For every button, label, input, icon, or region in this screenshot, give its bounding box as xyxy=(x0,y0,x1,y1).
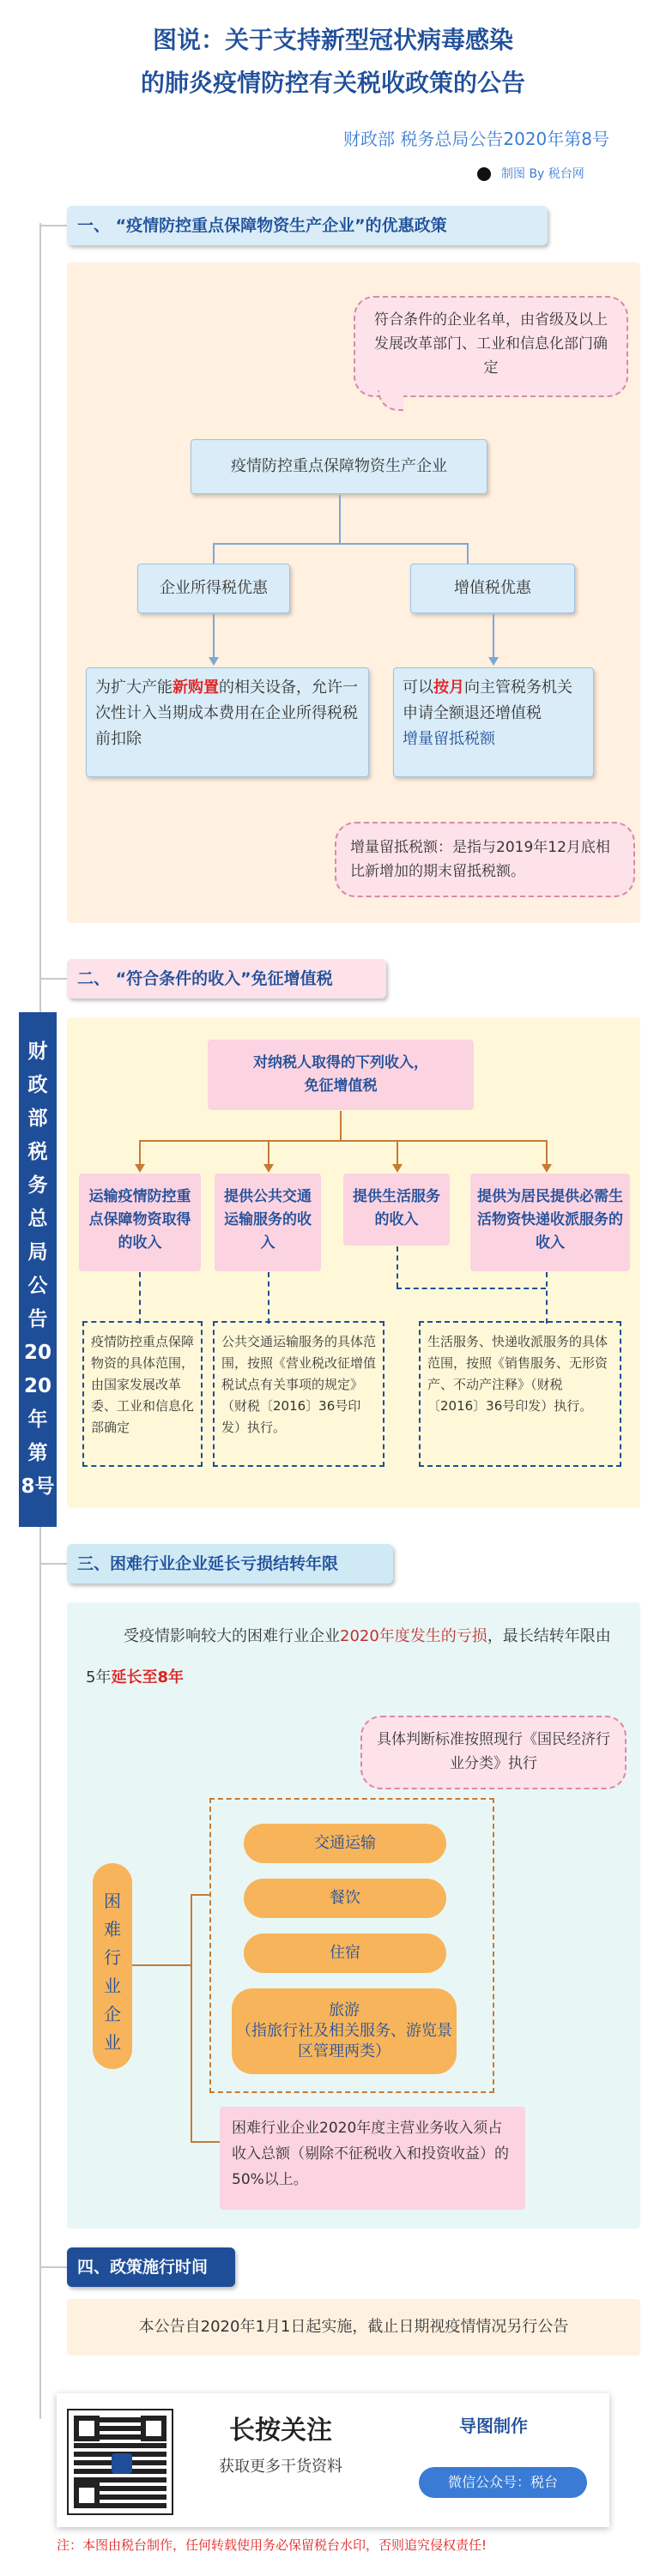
band-char: 20 xyxy=(23,1342,51,1364)
intro-highlight: 2020年度发生的亏损 xyxy=(340,1627,487,1645)
exempt-item-transport: 运输疫情防控重点保障物资取得的收入 xyxy=(79,1173,201,1271)
follow-prompt xyxy=(191,2412,371,2484)
vat-term: 增量留抵税额 xyxy=(403,730,495,748)
connector-line xyxy=(191,2141,221,2143)
section3-connector xyxy=(39,1563,67,1565)
connector-line xyxy=(340,1111,342,1140)
cit-highlight: 新购置 xyxy=(173,679,219,697)
dashed-connector xyxy=(546,1272,548,1324)
connector-line xyxy=(397,1140,398,1164)
section3-intro xyxy=(86,1616,618,1698)
page-title xyxy=(0,19,666,105)
band-char: 部 xyxy=(27,1107,48,1130)
intro-text: ，最长结转年限由5年 xyxy=(86,1627,611,1686)
connector-line xyxy=(213,543,467,545)
cit-text: 的相关设备，允许一次性计入当期成本费用在企业所得税税前扣除 xyxy=(95,679,358,748)
connector-line xyxy=(191,1894,209,1896)
dot-icon xyxy=(477,167,491,181)
section1-heading: 一、 “疫情防控重点保障物资生产企业”的优惠政策 xyxy=(67,206,548,245)
industry-tourism xyxy=(232,1988,457,2074)
intro-highlight: 延长至8年 xyxy=(111,1668,184,1686)
exempt-item-delivery: 提供为居民提供必需生活物资快递收派服务的收入 xyxy=(470,1173,630,1271)
band-char: 税 xyxy=(27,1141,48,1163)
qr-finder xyxy=(141,2416,166,2441)
section2-heading: 二、 “符合条件的收入”免征增值税 xyxy=(67,959,386,998)
cit-text: 为扩大产能 xyxy=(95,679,173,697)
tourism-desc: （指旅行社及相关服务、游览景区管理两类） xyxy=(236,2022,452,2060)
follow-big: 长按关注 xyxy=(229,2416,332,2446)
arrow-icon xyxy=(392,1164,403,1173)
industry-lodging: 住宿 xyxy=(244,1934,446,1973)
band-char: 总 xyxy=(27,1208,48,1230)
qr-finder xyxy=(74,2482,100,2508)
connector-line xyxy=(132,1964,192,1966)
detail-materials: 疫情防控重点保障物资的具体范围，由国家发展改革委、工业和信息化部确定 xyxy=(82,1321,203,1467)
connector-line xyxy=(139,1140,546,1142)
band-char: 20 xyxy=(23,1375,51,1397)
qr-finder xyxy=(74,2416,100,2441)
detail-public-transit: 公共交通运输服务的具体范围，按照《营业税改征增值税试点有关事项的规定》（财税〔2016〕36号印发）执行。 xyxy=(213,1321,384,1467)
connector-line xyxy=(467,543,469,564)
vertical-band xyxy=(19,1012,57,1527)
vat-text: 向主管税务机关申请全额退还增值税 xyxy=(403,679,572,722)
vat-highlight: 按月 xyxy=(433,679,464,697)
band-char: 第 xyxy=(27,1442,48,1464)
connector-line xyxy=(546,1140,548,1164)
vat-detail xyxy=(393,667,594,777)
maker-credit xyxy=(477,165,584,182)
root-line-2: 免征增值税 xyxy=(304,1077,378,1095)
tourism-title: 旅游 xyxy=(329,2001,360,2019)
exempt-item-public-transit: 提供公共交通运输服务的收入 xyxy=(215,1173,321,1271)
copyright-notice: 注：本图由税台制作，任何转载使用务必保留税台水印，否则追究侵权责任! xyxy=(57,2537,487,2553)
connector-line xyxy=(213,614,215,657)
connector-line xyxy=(339,495,341,545)
dashed-connector xyxy=(139,1272,141,1324)
cit-detail xyxy=(86,667,369,777)
section4-connector xyxy=(39,2266,67,2268)
condition-box: 困难行业企业2020年度主营业务收入须占收入总额（剔除不征税收入和投资收益）的50%以上。 xyxy=(220,2107,525,2210)
section1-footnote: 增量留抵税额：是指与2019年12月底相比新增加的期末留抵税额。 xyxy=(335,822,635,897)
section1-connector xyxy=(39,225,67,226)
band-char: 公 xyxy=(27,1275,48,1297)
detail-life-delivery: 生活服务、快递收派服务的具体范围，按照《销售服务、无形资产、不动产注释》（财税〔2016〕36号印发）执行。 xyxy=(419,1321,621,1467)
band-char: 告 xyxy=(27,1308,48,1330)
section1-root: 疫情防控重点保障物资生产企业 xyxy=(191,439,487,494)
connector-line xyxy=(139,1140,141,1164)
arrow-icon xyxy=(488,657,499,666)
vat-title: 增值税优惠 xyxy=(410,564,575,613)
arrow-icon xyxy=(263,1164,274,1173)
band-char: 局 xyxy=(27,1241,48,1264)
page-subtitle: 财政部 税务总局公告2020年第8号 xyxy=(343,129,609,149)
difficult-industry-label: 困难行业企业 xyxy=(93,1863,132,2069)
connector-line xyxy=(213,543,215,564)
band-char: 财 xyxy=(27,1041,48,1063)
arrow-icon xyxy=(209,657,219,666)
industry-transport: 交通运输 xyxy=(244,1824,446,1863)
band-char: 务 xyxy=(27,1174,48,1197)
section1-note: 符合条件的企业名单，由省级及以上发展改革部门、工业和信息化部门确定 xyxy=(354,296,628,397)
vat-text: 可以 xyxy=(403,679,433,697)
intro-text: 受疫情影响较大的困难行业企业 xyxy=(124,1627,340,1645)
dashed-connector xyxy=(397,1288,546,1289)
section2-connector xyxy=(39,978,67,980)
cit-title: 企业所得税优惠 xyxy=(137,564,290,613)
band-char: 8号 xyxy=(21,1475,55,1498)
maker-text: 制图 By 税台网 xyxy=(501,167,584,181)
industry-catering: 餐饮 xyxy=(244,1879,446,1918)
connector-line xyxy=(493,614,494,657)
section3-heading: 三、困难行业企业延长亏损结转年限 xyxy=(67,1544,393,1584)
root-line-1: 对纳税人取得的下列收入， xyxy=(253,1054,428,1071)
follow-small: 获取更多干货资料 xyxy=(219,2458,342,2476)
section3-note: 具体判断标准按照现行《国民经济行业分类》执行 xyxy=(360,1716,627,1789)
mindmap-credit: 导图制作 xyxy=(459,2416,528,2436)
arrow-icon xyxy=(135,1164,145,1173)
dashed-connector xyxy=(397,1246,398,1288)
section4-panel: 本公告自2020年1月1日起实施，截止日期视疫情情况另行公告 xyxy=(67,2299,640,2356)
dashed-connector xyxy=(268,1272,269,1324)
arrow-icon xyxy=(542,1164,552,1173)
connector-line xyxy=(191,1894,192,2143)
title-line-2: 的肺炎疫情防控有关税收政策的公告 xyxy=(140,69,525,97)
title-line-1: 图说：关于支持新型冠状病毒感染 xyxy=(152,26,513,54)
wechat-badge[interactable]: 微信公众号：税台 xyxy=(419,2467,587,2498)
exempt-item-life-service: 提供生活服务的收入 xyxy=(343,1173,450,1246)
section4-heading: 四、政策施行时间 xyxy=(67,2247,235,2287)
qr-code[interactable] xyxy=(69,2410,172,2513)
connector-line xyxy=(268,1140,269,1164)
qr-logo xyxy=(112,2453,132,2474)
section2-root xyxy=(208,1040,474,1110)
band-char: 年 xyxy=(27,1409,48,1431)
band-char: 政 xyxy=(27,1074,48,1096)
